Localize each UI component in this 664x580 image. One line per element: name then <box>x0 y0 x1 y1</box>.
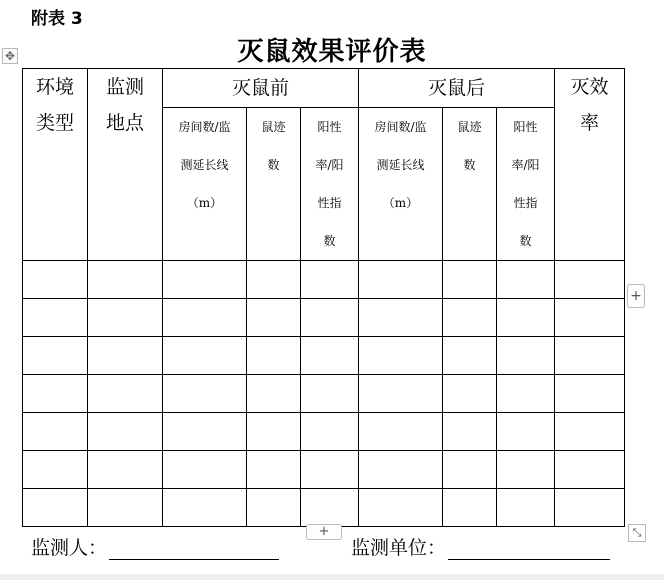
monitor-unit-blank[interactable] <box>448 539 610 560</box>
table-row <box>23 299 625 337</box>
table-cell[interactable] <box>247 413 301 451</box>
document-title: 灭鼠效果评价表 <box>237 37 427 67</box>
table-cell[interactable] <box>301 337 359 375</box>
table-cell[interactable] <box>247 299 301 337</box>
table-cell[interactable] <box>301 261 359 299</box>
table-cell[interactable] <box>88 299 163 337</box>
table-cell[interactable] <box>497 375 555 413</box>
table-cell[interactable] <box>23 451 88 489</box>
table-cell[interactable] <box>555 375 625 413</box>
table-cell[interactable] <box>359 299 443 337</box>
table-cell[interactable] <box>555 489 625 527</box>
evaluation-table <box>22 68 625 527</box>
table-cell[interactable] <box>359 451 443 489</box>
table-cell[interactable] <box>497 413 555 451</box>
table-cell[interactable] <box>247 451 301 489</box>
monitor-unit-label: 监测单位： <box>351 537 447 559</box>
table-cell[interactable] <box>88 375 163 413</box>
table-row <box>23 337 625 375</box>
table-cell[interactable] <box>497 489 555 527</box>
header-after-control: 灭鼠后 <box>359 69 555 108</box>
table-row <box>23 375 625 413</box>
table-row <box>23 489 625 527</box>
monitor-person-field <box>31 533 279 560</box>
table-resize-icon[interactable]: ⤡ <box>628 524 646 542</box>
table-cell[interactable] <box>163 299 247 337</box>
table-cell[interactable] <box>555 413 625 451</box>
subheader-after-length: 房间数/监 测延长线 （m） <box>359 108 443 261</box>
table-cell[interactable] <box>23 337 88 375</box>
add-row-button[interactable]: + <box>306 524 342 540</box>
table-cell[interactable] <box>163 413 247 451</box>
subheader-before-traces: 鼠迹 数 <box>247 108 301 261</box>
table-cell[interactable] <box>497 451 555 489</box>
table-cell[interactable] <box>301 413 359 451</box>
table-cell[interactable] <box>247 261 301 299</box>
table-cell[interactable] <box>301 375 359 413</box>
add-column-button[interactable]: + <box>627 284 645 308</box>
table-cell[interactable] <box>23 375 88 413</box>
table-cell[interactable] <box>359 337 443 375</box>
table-move-handle-icon[interactable]: ✥ <box>2 48 18 64</box>
table-cell[interactable] <box>443 261 497 299</box>
table-cell[interactable] <box>23 489 88 527</box>
subheader-after-traces: 鼠迹 数 <box>443 108 497 261</box>
table-cell[interactable] <box>497 261 555 299</box>
table-cell[interactable] <box>247 375 301 413</box>
table-cell[interactable] <box>443 489 497 527</box>
table-cell[interactable] <box>88 261 163 299</box>
table-cell[interactable] <box>301 299 359 337</box>
table-cell[interactable] <box>443 375 497 413</box>
table-cell[interactable] <box>443 299 497 337</box>
table-cell[interactable] <box>23 299 88 337</box>
table-cell[interactable] <box>247 489 301 527</box>
table-cell[interactable] <box>443 413 497 451</box>
table-row <box>23 413 625 451</box>
table-row <box>23 451 625 489</box>
table-cell[interactable] <box>163 337 247 375</box>
subheader-before-length: 房间数/监 测延长线 （m） <box>163 108 247 261</box>
table-cell[interactable] <box>497 337 555 375</box>
table-cell[interactable] <box>301 489 359 527</box>
table-cell[interactable] <box>163 451 247 489</box>
table-cell[interactable] <box>497 299 555 337</box>
subheader-after-positive: 阳性 率/阳 性指 数 <box>497 108 555 261</box>
table-cell[interactable] <box>301 451 359 489</box>
table-cell[interactable] <box>555 337 625 375</box>
table-cell[interactable] <box>555 451 625 489</box>
monitor-person-blank[interactable] <box>109 539 279 560</box>
table-cell[interactable] <box>23 413 88 451</box>
header-control-rate: 灭效 率 <box>555 69 625 261</box>
table-cell[interactable] <box>88 489 163 527</box>
page-bottom-strip <box>0 574 664 580</box>
table-cell[interactable] <box>88 451 163 489</box>
monitor-unit-field <box>351 533 610 560</box>
table-cell[interactable] <box>163 261 247 299</box>
table-cell[interactable] <box>88 337 163 375</box>
table-cell[interactable] <box>163 489 247 527</box>
header-environment-type: 环境 类型 <box>23 69 88 261</box>
table-cell[interactable] <box>359 489 443 527</box>
table-cell[interactable] <box>88 413 163 451</box>
table-cell[interactable] <box>359 261 443 299</box>
table-cell[interactable] <box>23 261 88 299</box>
table-cell[interactable] <box>163 375 247 413</box>
table-row <box>23 261 625 299</box>
monitor-person-label: 监测人： <box>31 537 108 559</box>
subheader-before-positive: 阳性 率/阳 性指 数 <box>301 108 359 261</box>
table-cell[interactable] <box>359 375 443 413</box>
header-before-control: 灭鼠前 <box>163 69 359 108</box>
table-cell[interactable] <box>359 413 443 451</box>
appendix-label: 附表 3 <box>31 9 83 29</box>
table-cell[interactable] <box>247 337 301 375</box>
table-cell[interactable] <box>555 261 625 299</box>
table-cell[interactable] <box>443 451 497 489</box>
table-cell[interactable] <box>443 337 497 375</box>
header-monitoring-site: 监测 地点 <box>88 69 163 261</box>
table-cell[interactable] <box>555 299 625 337</box>
